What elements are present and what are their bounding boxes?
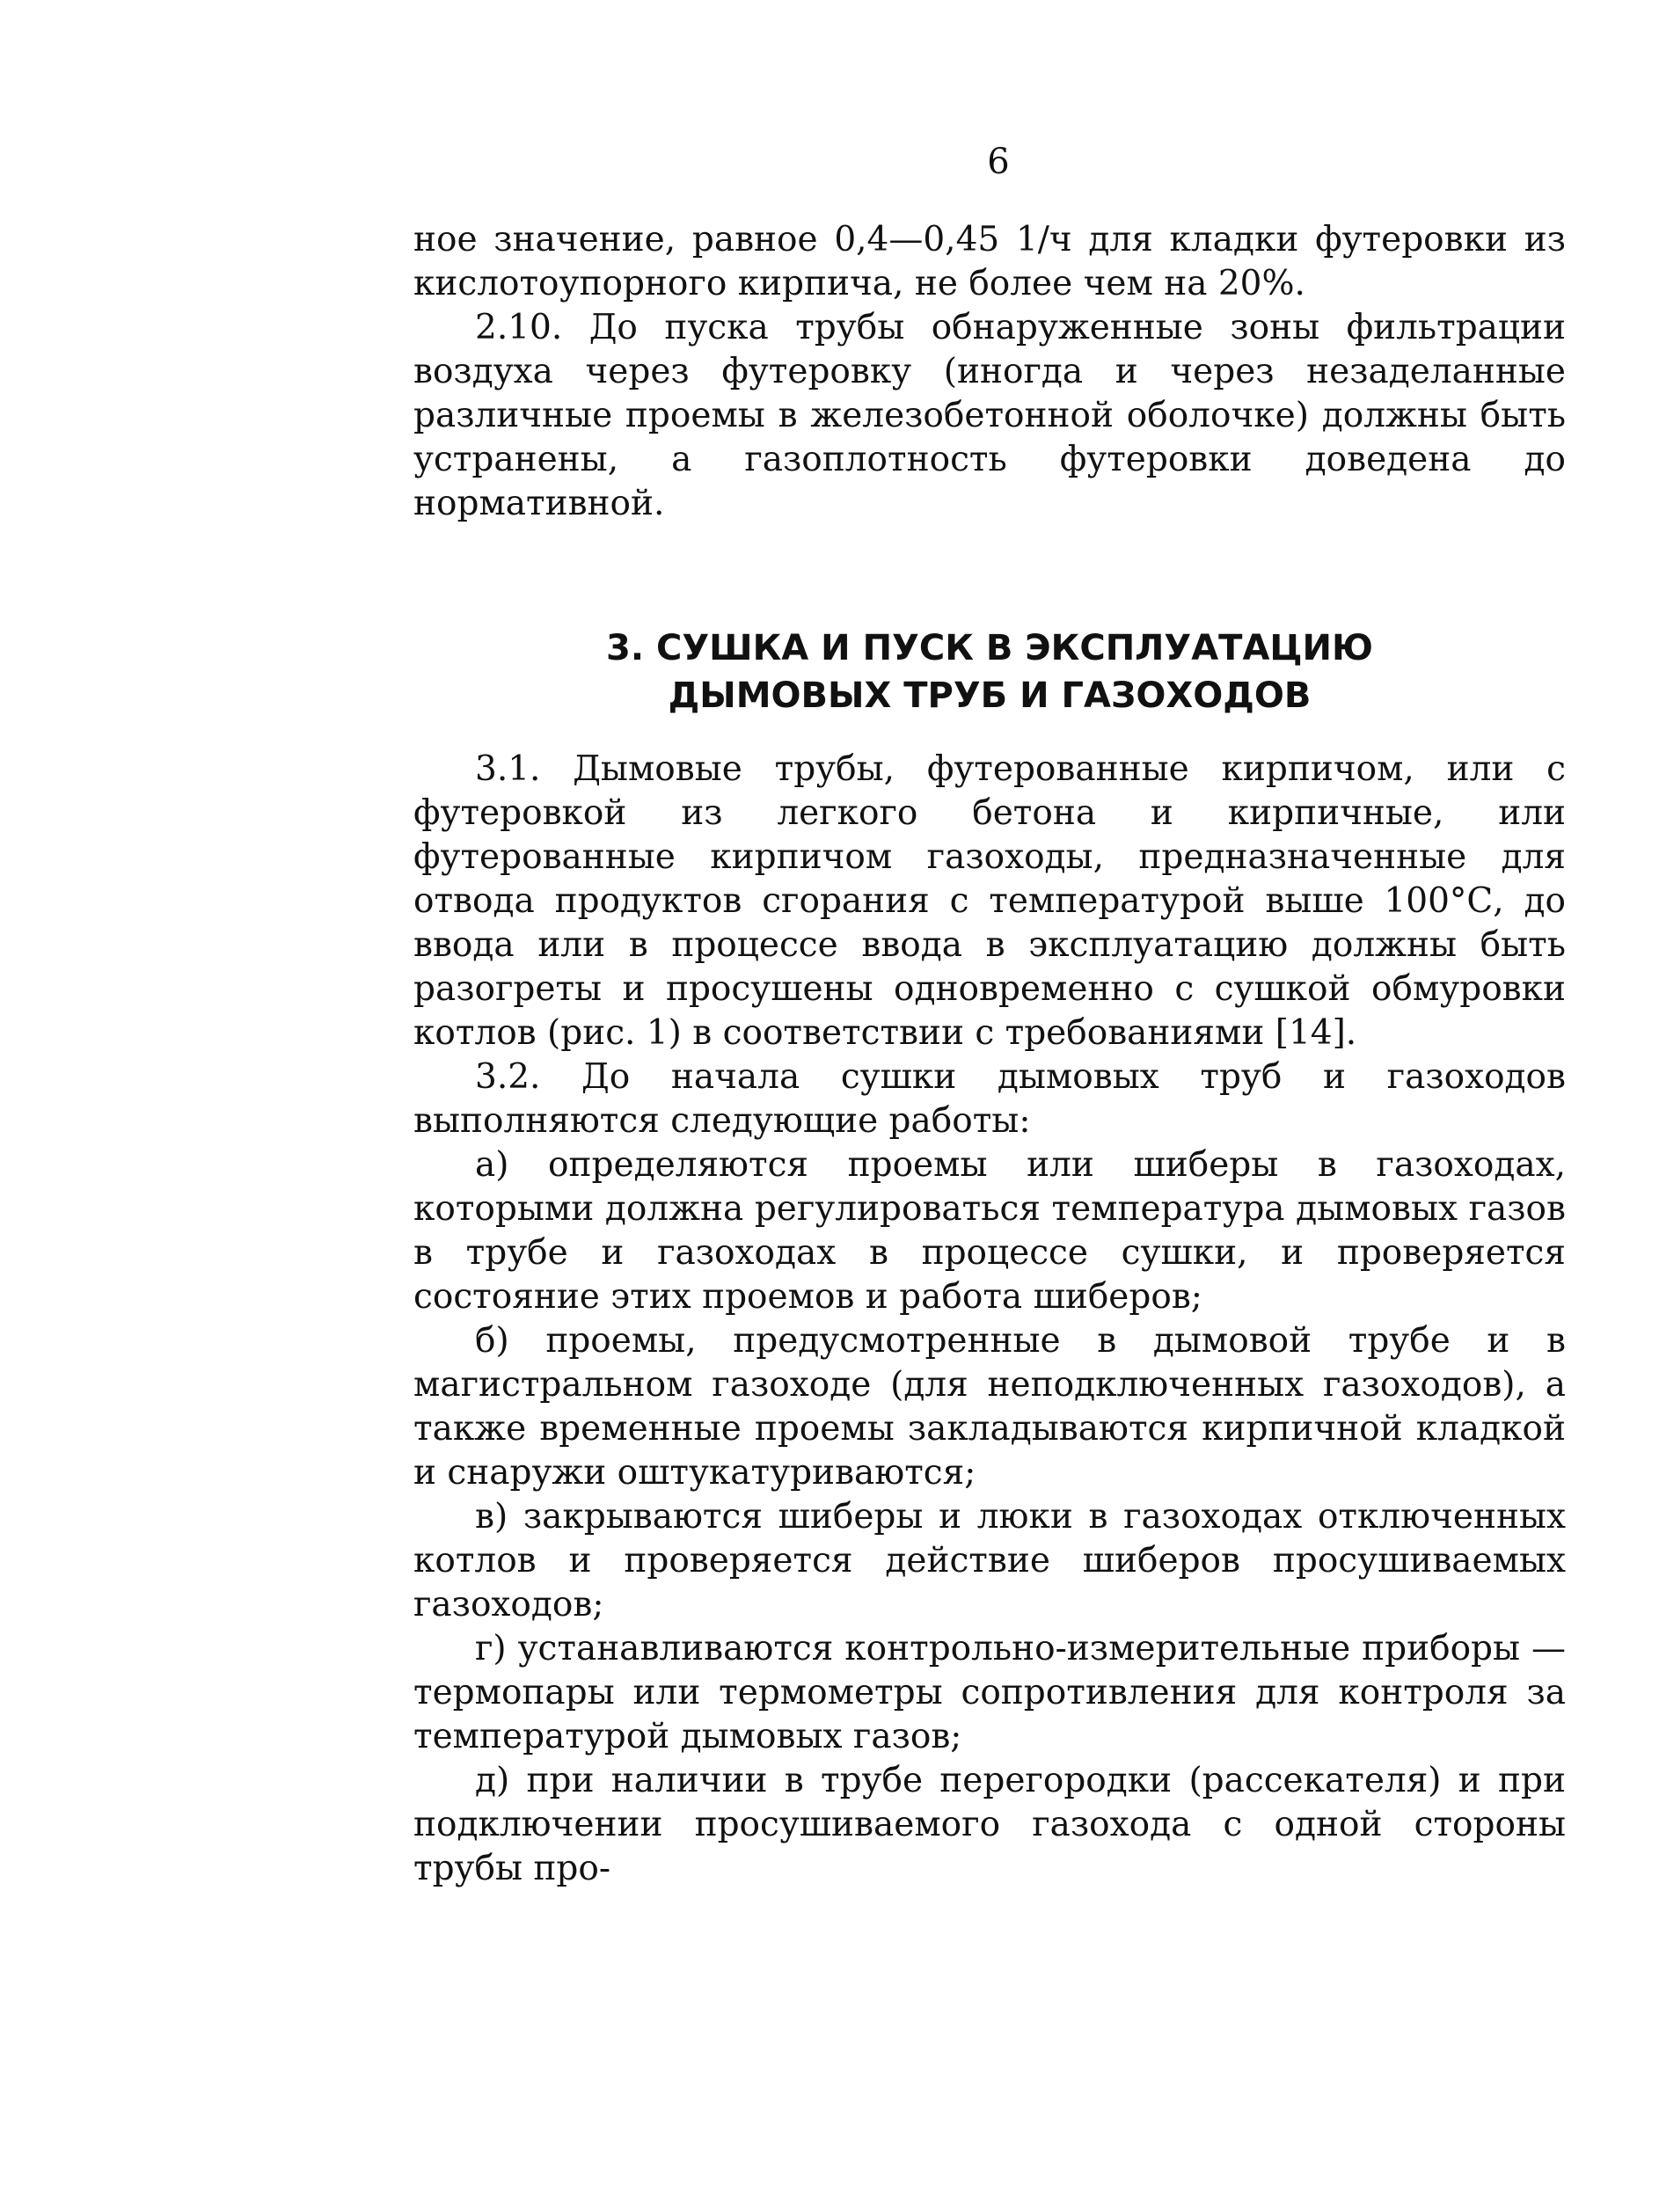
section-body xyxy=(413,748,1566,1891)
list-item-b: б) проемы, предусмотренные в дымовой трубе и в магистральном газоходе (для неподключенных газоходов), а также временные проемы закладываются кирпичной кладкой и снаружи оштукатуриваются; xyxy=(413,1321,1566,1493)
list-item-g: г) устанавливаются контрольно-измерительные приборы — термопары или термометры сопротивления для контроля за температурой дымовых газов; xyxy=(413,1629,1566,1756)
paragraph-3-2: 3.2. До начала сушки дымовых труб и газоходов выполняются следующие работы: xyxy=(413,1057,1566,1141)
list-item-d: д) при наличии в трубе перегородки (рассекателя) и при подключении просушиваемого газохода с одной стороны трубы про- xyxy=(413,1761,1566,1888)
list-item-a: а) определяются проемы или шиберы в газоходах, которыми должна регулироваться температура дымовых газов в трубе и газоходах в процессе сушки, и проверяется состояние этих проемов и работа шиберов; xyxy=(413,1145,1566,1317)
intro-text-block xyxy=(413,218,1566,526)
paragraph-2-10: 2.10. До пуска трубы обнаруженные зоны фильтрации воздуха через футеровку (иногда и через незаделанные различные проемы в железобетонной оболочке) должны быть устранены, а газоплотность футеровки доведена до нормативной. xyxy=(413,308,1566,523)
section-heading-line-1: 3. СУШКА И ПУСК В ЭКСПЛУАТАЦИЮ xyxy=(606,628,1373,668)
continuation-paragraph: ное значение, равное 0,4—0,45 1/ч для кладки футеровки из кислотоупорного кирпича, не более чем на 20%. xyxy=(413,220,1566,303)
section-heading-line-2: ДЫМОВЫХ ТРУБ И ГАЗОХОДОВ xyxy=(668,675,1312,716)
list-item-v: в) закрываются шиберы и люки в газоходах отключенных котлов и проверяется действие шиберов просушиваемых газоходов; xyxy=(413,1497,1566,1624)
paragraph-3-1: 3.1. Дымовые трубы, футерованные кирпичом, или с футеровкой из легкого бетона и кирпичные, или футерованные кирпичом газоходы, предназначенные для отвода продуктов сгорания с температурой выше 100°С, до ввода или в процессе ввода в эксплуатацию должны быть разогреты и просушены одновременно с сушкой обмуровки котлов (рис. 1) в соответствии с требованиями [14]. xyxy=(413,749,1566,1053)
page-number: 6 xyxy=(987,142,1010,182)
section-heading xyxy=(413,624,1566,719)
